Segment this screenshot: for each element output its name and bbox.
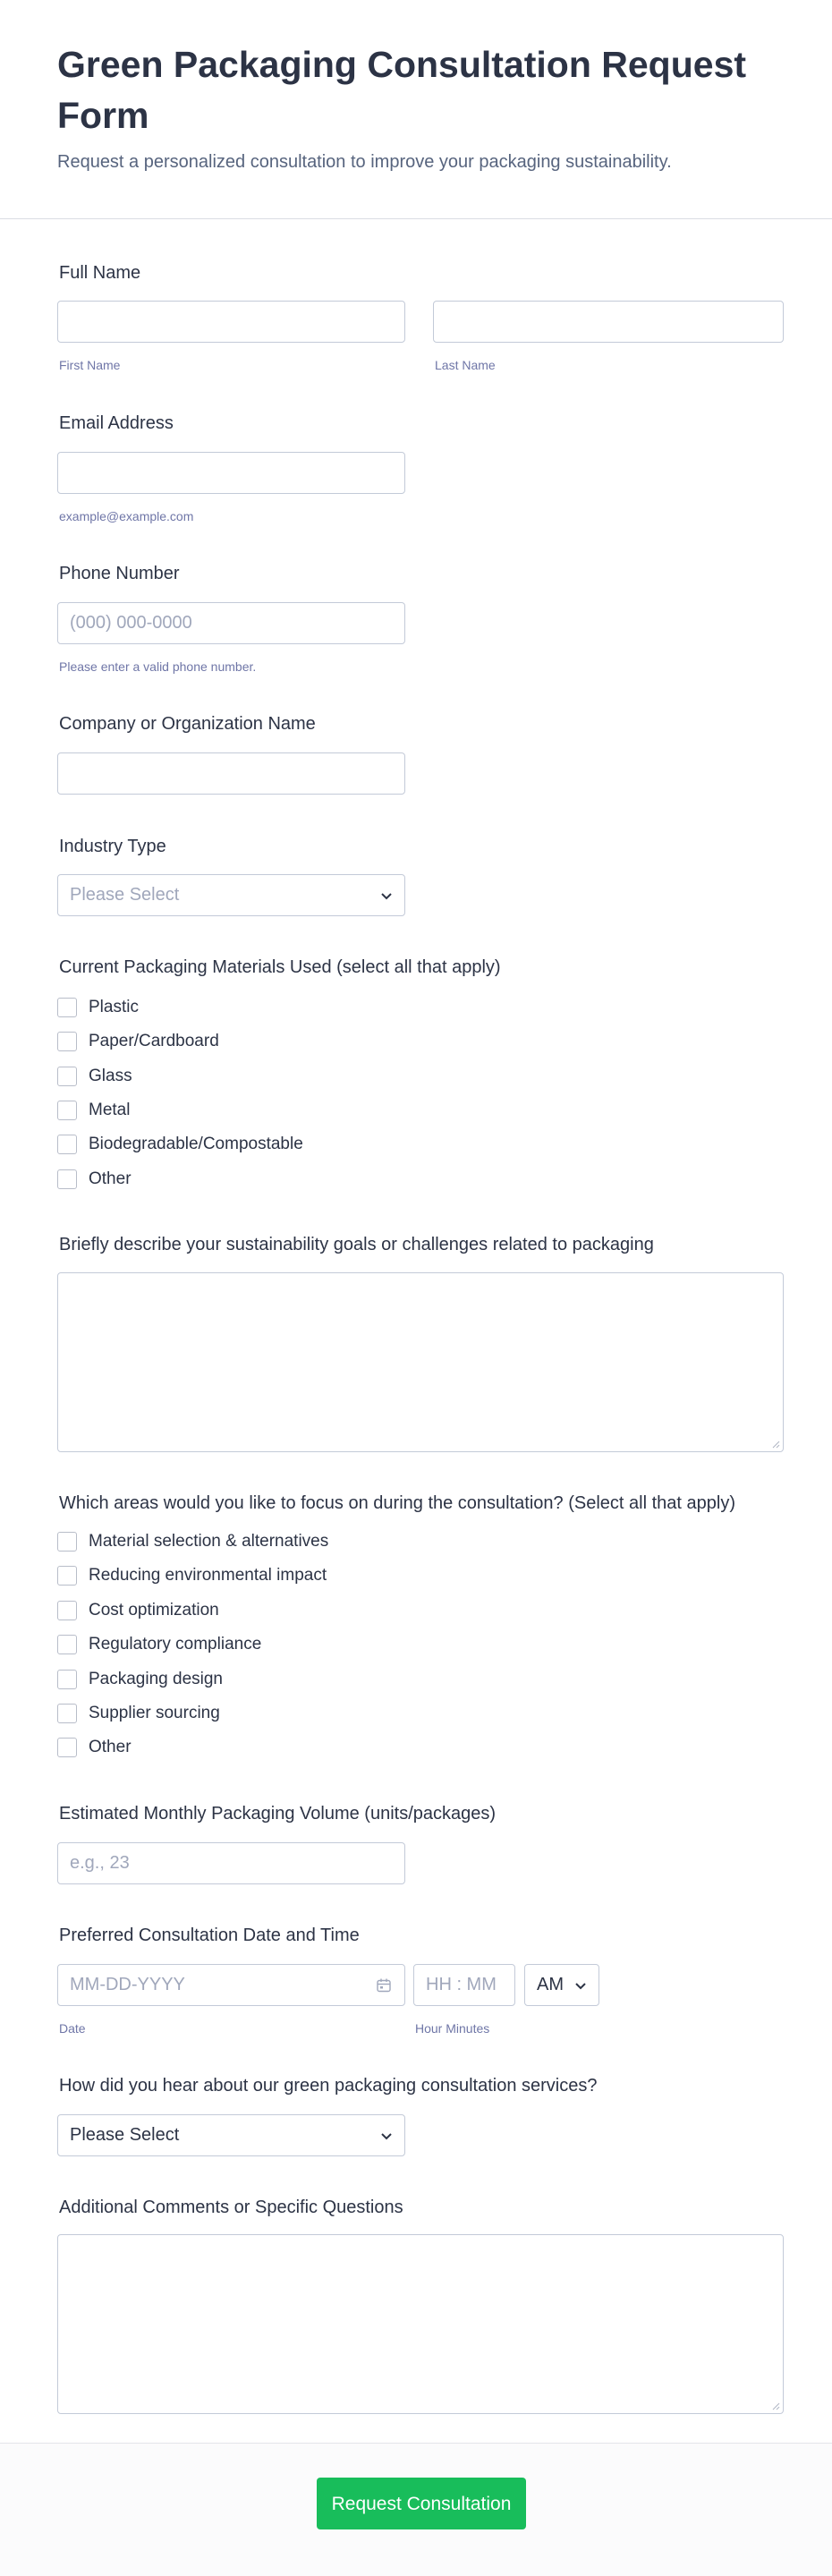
materials-option[interactable] <box>57 1169 132 1190</box>
checkbox[interactable] <box>57 1067 77 1086</box>
volume-label: Estimated Monthly Packaging Volume (units/packages) <box>59 1804 497 1824</box>
ampm-select[interactable] <box>524 1964 599 2006</box>
checkbox[interactable] <box>57 1169 77 1189</box>
materials-option[interactable] <box>57 1031 219 1052</box>
focus-option[interactable] <box>57 1531 328 1552</box>
email-label: Email Address <box>59 413 174 433</box>
option-label: Regulatory compliance <box>89 1635 262 1654</box>
phone-hint: Please enter a valid phone number. <box>59 659 257 674</box>
industry-selected-value: Please Select <box>70 885 180 905</box>
checkbox[interactable] <box>57 1738 77 1757</box>
email-input[interactable] <box>57 452 405 494</box>
checkbox[interactable] <box>57 1601 77 1620</box>
chevron-down-icon <box>573 1978 588 1993</box>
option-label: Plastic <box>89 998 139 1016</box>
comments-textarea[interactable] <box>57 2234 784 2414</box>
option-label: Glass <box>89 1067 132 1085</box>
option-label: Cost optimization <box>89 1601 219 1620</box>
focus-option[interactable] <box>57 1565 327 1586</box>
checkbox[interactable] <box>57 1704 77 1723</box>
comments-label: Additional Comments or Specific Questions <box>59 2198 403 2217</box>
company-label: Company or Organization Name <box>59 714 316 734</box>
checkbox[interactable] <box>57 1670 77 1689</box>
full-name-label: Full Name <box>59 263 141 283</box>
date-sublabel: Date <box>59 2021 86 2036</box>
time-sublabel: Hour Minutes <box>415 2021 490 2036</box>
phone-label: Phone Number <box>59 564 180 583</box>
focus-option[interactable] <box>57 1703 220 1724</box>
first-name-input[interactable] <box>57 301 405 343</box>
materials-option[interactable] <box>57 1066 132 1087</box>
focus-option[interactable] <box>57 1600 219 1621</box>
option-label: Reducing environmental impact <box>89 1566 327 1585</box>
referral-label: How did you hear about our green packaging consultation services? <box>59 2076 598 2096</box>
option-label: Biodegradable/Compostable <box>89 1135 303 1153</box>
checkbox[interactable] <box>57 1135 77 1154</box>
referral-selected-value: Please Select <box>70 2125 180 2145</box>
option-label: Metal <box>89 1101 131 1119</box>
date-input[interactable] <box>57 1964 405 2006</box>
materials-option[interactable] <box>57 1134 303 1155</box>
checkbox[interactable] <box>57 998 77 1017</box>
calendar-icon[interactable] <box>376 1977 392 1994</box>
last-name-input[interactable] <box>433 301 784 343</box>
checkbox[interactable] <box>57 1635 77 1654</box>
form-footer <box>0 2443 832 2576</box>
ampm-selected-value: AM <box>537 1975 564 1994</box>
option-label: Other <box>89 1738 132 1756</box>
request-consultation-button[interactable]: Request Consultation <box>317 2478 526 2529</box>
option-label: Packaging design <box>89 1670 223 1688</box>
resize-handle-icon[interactable] <box>771 2402 780 2410</box>
industry-label: Industry Type <box>59 837 166 856</box>
focus-option[interactable] <box>57 1634 261 1655</box>
chevron-down-icon <box>379 2129 394 2143</box>
date-placeholder: MM-DD-YYYY <box>70 1975 185 1994</box>
checkbox[interactable] <box>57 1032 77 1051</box>
focus-option[interactable] <box>57 1737 132 1758</box>
datetime-label: Preferred Consultation Date and Time <box>59 1926 360 1945</box>
checkbox[interactable] <box>57 1532 77 1552</box>
volume-input[interactable]: e.g., 23 <box>57 1842 405 1884</box>
resize-handle-icon[interactable] <box>771 1440 780 1449</box>
option-label: Supplier sourcing <box>89 1704 220 1722</box>
goals-textarea[interactable] <box>57 1272 784 1452</box>
focus-option[interactable] <box>57 1669 223 1690</box>
form-title: Green Packaging Consultation Request Form <box>57 44 747 136</box>
form-header <box>57 39 791 173</box>
materials-label: Current Packaging Materials Used (select all that apply) <box>59 957 501 977</box>
header-divider <box>0 218 832 219</box>
phone-input[interactable]: (000) 000-0000 <box>57 602 405 644</box>
goals-label: Briefly describe your sustainability goals or challenges related to packaging <box>59 1235 654 1254</box>
focus-label: Which areas would you like to focus on during the consultation? (Select all that apply) <box>59 1493 735 1513</box>
first-name-sublabel: First Name <box>59 358 121 372</box>
option-label: Material selection & alternatives <box>89 1532 329 1551</box>
chevron-down-icon <box>379 888 394 903</box>
industry-select[interactable] <box>57 874 405 916</box>
option-label: Paper/Cardboard <box>89 1032 219 1050</box>
last-name-sublabel: Last Name <box>435 358 496 372</box>
company-input[interactable] <box>57 752 405 795</box>
materials-option[interactable] <box>57 1100 130 1121</box>
option-label: Other <box>89 1169 132 1188</box>
materials-option[interactable] <box>57 997 139 1018</box>
form-subtitle: Request a personalized consultation to improve your packaging sustainability. <box>57 152 672 172</box>
email-hint: example@example.com <box>59 509 194 523</box>
referral-select[interactable] <box>57 2114 405 2156</box>
checkbox[interactable] <box>57 1566 77 1586</box>
time-input[interactable]: HH : MM <box>413 1964 515 2006</box>
checkbox[interactable] <box>57 1101 77 1120</box>
